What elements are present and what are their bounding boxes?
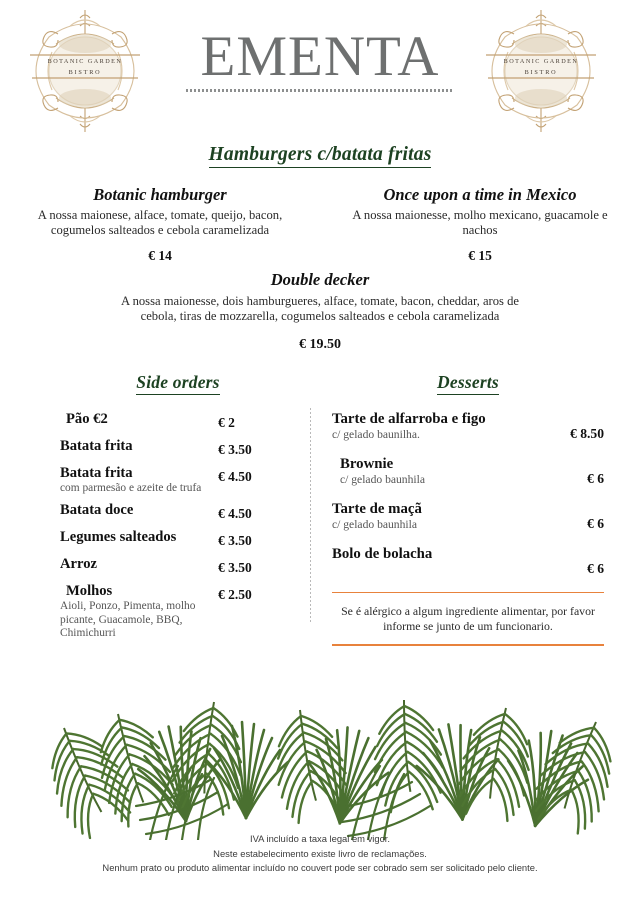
list-item [332, 545, 604, 579]
item-description: A nossa maionese, alface, tomate, queijo, bacon, cogumelos salteados e cebola caramelizada [37, 208, 283, 238]
palm-leaf-decoration [0, 688, 640, 840]
item-price: € 6 [587, 560, 604, 576]
side-orders-list [60, 410, 296, 641]
list-item [332, 410, 604, 444]
item-price: € 3.50 [218, 441, 252, 457]
item-price: € 2 [218, 414, 235, 430]
crest-line1-right: BOTANIC GARDEN [503, 58, 579, 65]
item-price: € 4.50 [218, 506, 252, 522]
item-price: € 4.50 [218, 468, 252, 484]
desserts-list [332, 410, 604, 579]
footer-line-3: Nenhum prato ou produto alimentar incluído no couvert pode ser cobrado sem ser solicitado pelo cliente. [102, 862, 538, 873]
item-name: Batata frita [60, 464, 133, 481]
item-name: Tarte de alfarroba e figo [332, 410, 486, 427]
item-description: Aioli, Ponzo, Pimenta, molho picante, Guacamole, BBQ, Chimichurri [60, 600, 196, 640]
item-name: Tarte de maçã [332, 500, 422, 517]
legal-footer [0, 832, 640, 876]
item-price: € 15 [468, 247, 492, 263]
menu-item-once-upon-a-time-in-mexico [320, 185, 640, 264]
item-text [60, 555, 218, 573]
item-text [60, 582, 218, 641]
lower-columns [0, 372, 640, 647]
item-name: Legumes salteados [60, 529, 177, 546]
list-item [60, 464, 296, 496]
crest-line2-left: BISTRO [68, 69, 102, 76]
list-item [60, 555, 296, 576]
item-name: Bolo de bolacha [332, 545, 433, 562]
list-item [60, 582, 296, 641]
list-item [60, 437, 296, 458]
crest-text-right [478, 56, 604, 78]
item-text [60, 410, 218, 428]
item-name: Botanic hamburger [93, 185, 227, 204]
item-price: € 14 [148, 247, 172, 263]
brand-crest-left [22, 4, 148, 138]
item-price: € 2.50 [218, 587, 252, 603]
menu-title-wrap [170, 26, 470, 92]
item-description: A nossa maionesse, molho mexicano, guacamole e nachos [352, 208, 608, 238]
section-heading-side-orders [60, 372, 296, 395]
footer-line-1: IVA incluído a taxa legal em vigor. [249, 833, 390, 844]
page-title: EMENTA [200, 25, 440, 88]
crest-text-left [22, 56, 148, 78]
section-heading-hamburgers [0, 144, 640, 168]
section-hamburgers [0, 144, 640, 353]
list-item [332, 455, 604, 489]
menu-header [0, 0, 640, 140]
item-name: Pão €2 [66, 410, 108, 427]
column-divider [310, 408, 311, 622]
list-item [60, 501, 296, 522]
item-name: Brownie [340, 455, 394, 472]
allergy-notice-text: Se é alérgico a algum ingrediente alimentar, por favor informe se junto de um funcionario. [341, 604, 595, 634]
list-item [60, 410, 296, 431]
palm-leaves-icon [0, 688, 640, 840]
menu-item-botanic-hamburger [0, 185, 320, 264]
section-heading-side-orders-label: Side orders [136, 372, 219, 395]
item-name: Batata frita [60, 437, 133, 454]
item-description: c/ gelado baunilha. [332, 427, 420, 441]
item-price: € 3.50 [218, 533, 252, 549]
brand-crest-right [478, 4, 604, 138]
section-heading-desserts [332, 372, 604, 395]
item-price: € 8.50 [570, 425, 604, 441]
item-price: € 6 [587, 515, 604, 531]
crest-line1-left: BOTANIC GARDEN [47, 58, 123, 65]
footer-line-2: Neste estabelecimento existe livro de reclamações. [213, 847, 427, 859]
hamburger-columns [0, 185, 640, 264]
item-name: Double decker [270, 269, 370, 289]
item-text [60, 528, 218, 546]
section-desserts [310, 372, 640, 647]
allergy-notice [332, 592, 604, 646]
item-description: A nossa maionesse, dois hamburgueres, alface, tomate, bacon, cheddar, aros de cebola, tiras de mozzarella, cogumelos salteados e cebola caramelizada [121, 293, 519, 324]
item-price: € 3.50 [218, 560, 252, 576]
list-item [332, 500, 604, 534]
item-name: Once upon a time in Mexico [383, 185, 577, 204]
item-description: c/ gelado baunhila [332, 517, 417, 531]
item-price: € 19.50 [299, 336, 341, 352]
crest-line2-right: BISTRO [524, 69, 558, 76]
title-underline-rule [186, 89, 454, 92]
section-side-orders [0, 372, 310, 647]
section-heading-desserts-label: Desserts [437, 372, 499, 395]
item-name: Molhos [66, 583, 113, 600]
item-description: com parmesão e azeite de trufa [60, 481, 202, 494]
item-description: c/ gelado baunhila [340, 472, 425, 486]
item-name: Arroz [60, 556, 98, 573]
item-text [60, 437, 218, 455]
section-heading-hamburgers-label: Hamburgers c/batata fritas [209, 144, 432, 168]
menu-item-double-decker [120, 270, 520, 353]
item-name: Batata doce [60, 502, 134, 519]
list-item [60, 528, 296, 549]
item-text [60, 501, 218, 519]
notice-rule-bottom [332, 644, 604, 646]
item-price: € 6 [587, 470, 604, 486]
item-text [60, 464, 218, 496]
